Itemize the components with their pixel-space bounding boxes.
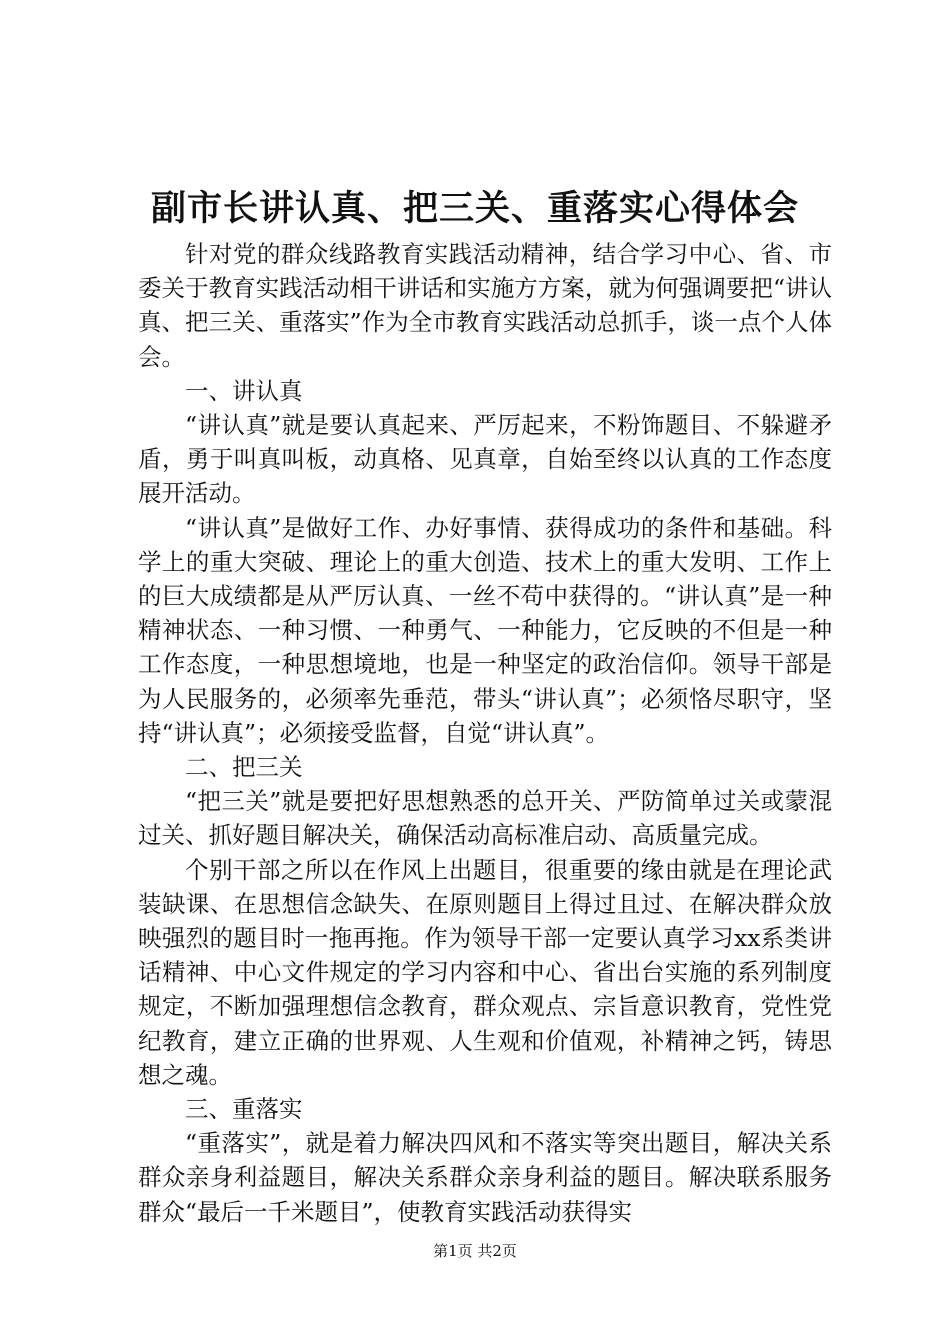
page-number-footer: 第1页 共2页 — [433, 1242, 517, 1260]
section-heading-3: 三、重落实 — [185, 1095, 303, 1124]
paragraph: 个别干部之所以在作风上出题目，很重要的缘由就是在理论武装缺课、在思想信念缺失、在原则题目上得过且过、在解决群众放映强烈的题目时一拖再拖。作为领导干部一定要认真学习xx系类讲话精神、中心文件规定的学习内容和中心、省出台实施的系列制度规定，不断加强理想信念教育，群众观点、宗旨意识教育，党性党纪教育，建立正确的世界观、人生观和价值观，补精神之钙，铸思想之魂。 — [138, 855, 832, 1089]
document-title: 副市长讲认真、把三关、重落实心得体会 — [150, 188, 799, 229]
paragraph-intro: 针对党的群众线路教育实践活动精神，结合学习中心、省、市委关于教育实践活动相干讲话和实施方方案，就为何强调要把“讲认真、把三关、重落实”作为全市教育实践活动总抓手，谈一点个人体会。 — [138, 240, 832, 371]
paragraph: “重落实”，就是着力解决四风和不落实等突出题目，解决关系群众亲身利益题目，解决关系群众亲身利益的题目。解决联系服务群众“最后一千米题目”，使教育实践活动获得实 — [138, 1129, 832, 1226]
paragraph: “讲认真”是做好工作、办好事情、获得成功的条件和基础。科学上的重大突破、理论上的重大创造、技术上的重大发明、工作上的巨大成绩都是从严厉认真、一丝不苟中获得的。“讲认真”是一种精神状态、一种习惯、一种勇气、一种能力，它反映的不但是一种工作态度，一种思想境地，也是一种坚定的政治信仰。领导干部是为人民服务的，必须率先垂范，带头“讲认真”；必须恪尽职守，坚持“讲认真”；必须接受监督，自觉“讲认真”。 — [138, 513, 832, 747]
document-body — [138, 237, 832, 1229]
paragraph: “讲认真”就是要认真起来、严厉起来，不粉饰题目、不躲避矛盾，勇于叫真叫板，动真格、见真章，自始至终以认真的工作态度展开活动。 — [138, 411, 832, 508]
section-heading-2: 二、把三关 — [185, 753, 303, 782]
section-heading-1: 一、讲认真 — [185, 376, 303, 405]
paragraph: “把三关”就是要把好思想熟悉的总开关、严防简单过关或蒙混过关、抓好题目解决关，确保活动高标准启动、高质量完成。 — [138, 787, 832, 850]
